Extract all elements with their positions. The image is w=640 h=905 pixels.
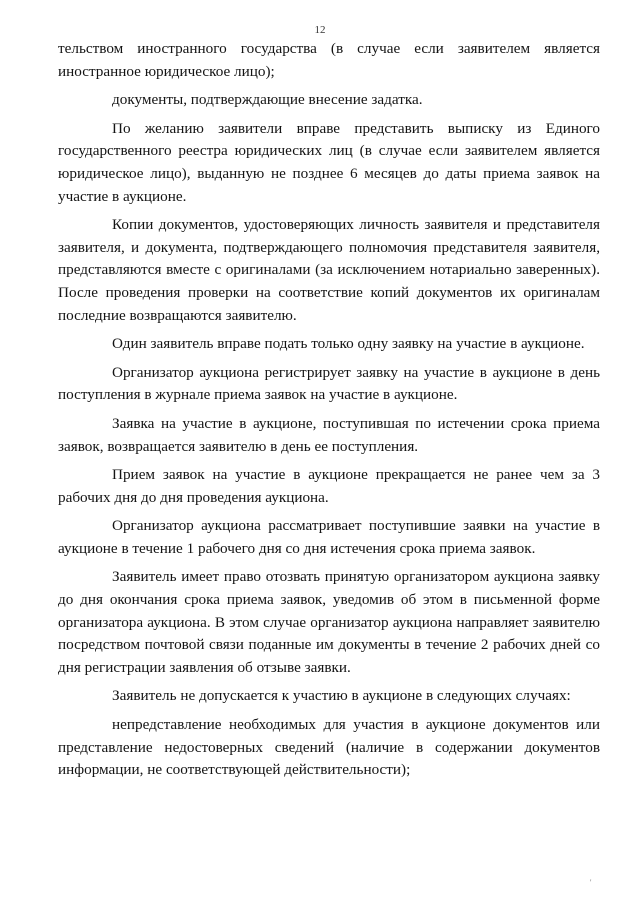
paragraph-not-admitted: Заявитель не допускается к участию в аукционе в следующих случаях:: [112, 687, 571, 705]
paragraph-continuation: тельством иностранного государства (в случае если заявителем является иностранное юридическое лицо);: [58, 40, 600, 80]
corner-mark: ': [590, 878, 592, 887]
paragraph-withdrawal: Заявитель имеет право отозвать принятую организатором аукциона заявку до дня окончания срока приема заявок, уведомив об этом в письменной форме организатора аукциона. В этом случае организатор аукциона направляет заявителю посредством почтовой связи поданные им документы в течение 2 рабочих дней со дня регистрации заявления об отзыве заявки.: [58, 568, 600, 676]
paragraph-registry-extract: По желанию заявители вправе представить выписку из Единого государственного реестра юридических лиц (в случае если заявителем является юридическое лицо), выданную не позднее 6 месяцев до даты приема заявок на участие в аукционе.: [58, 119, 600, 205]
paragraph-document-copies: Копии документов, удостоверяющих личность заявителя и представителя заявителя, и документа, подтверждающего полномочия представителя заявителя, представляются вместе с оригиналами (за исключением нотариально заверенных). После проведения проверки на соответствие копий документов их оригиналам последние возвращаются заявителю.: [58, 216, 600, 324]
paragraph-late-application: Заявка на участие в аукционе, поступившая по истечении срока приема заявок, возвращается заявителю в день ее поступления.: [58, 414, 600, 455]
document-body: [58, 38, 600, 788]
paragraph-missing-documents: непредставление необходимых для участия в аукционе документов или представление недостоверных сведений (наличие в содержании документов информации, не соответствующей действительности);: [58, 716, 600, 779]
paragraph-one-application: Один заявитель вправе подать только одну заявку на участие в аукционе.: [112, 335, 585, 353]
paragraph-registration: Организатор аукциона регистрирует заявку на участие в аукционе в день поступления в журнале приема заявок на участие в аукционе.: [58, 363, 600, 404]
paragraph-acceptance-end: Прием заявок на участие в аукционе прекращается не ранее чем за 3 рабочих дня до дня проведения аукциона.: [58, 466, 600, 506]
paragraph-deposit-documents: документы, подтверждающие внесение задатка.: [112, 91, 423, 109]
page-number: 12: [314, 24, 326, 36]
paragraph-review: Организатор аукциона рассматривает поступившие заявки на участие в аукционе в течение 1 рабочего дня со дня истечения срока приема заявок.: [58, 517, 600, 557]
